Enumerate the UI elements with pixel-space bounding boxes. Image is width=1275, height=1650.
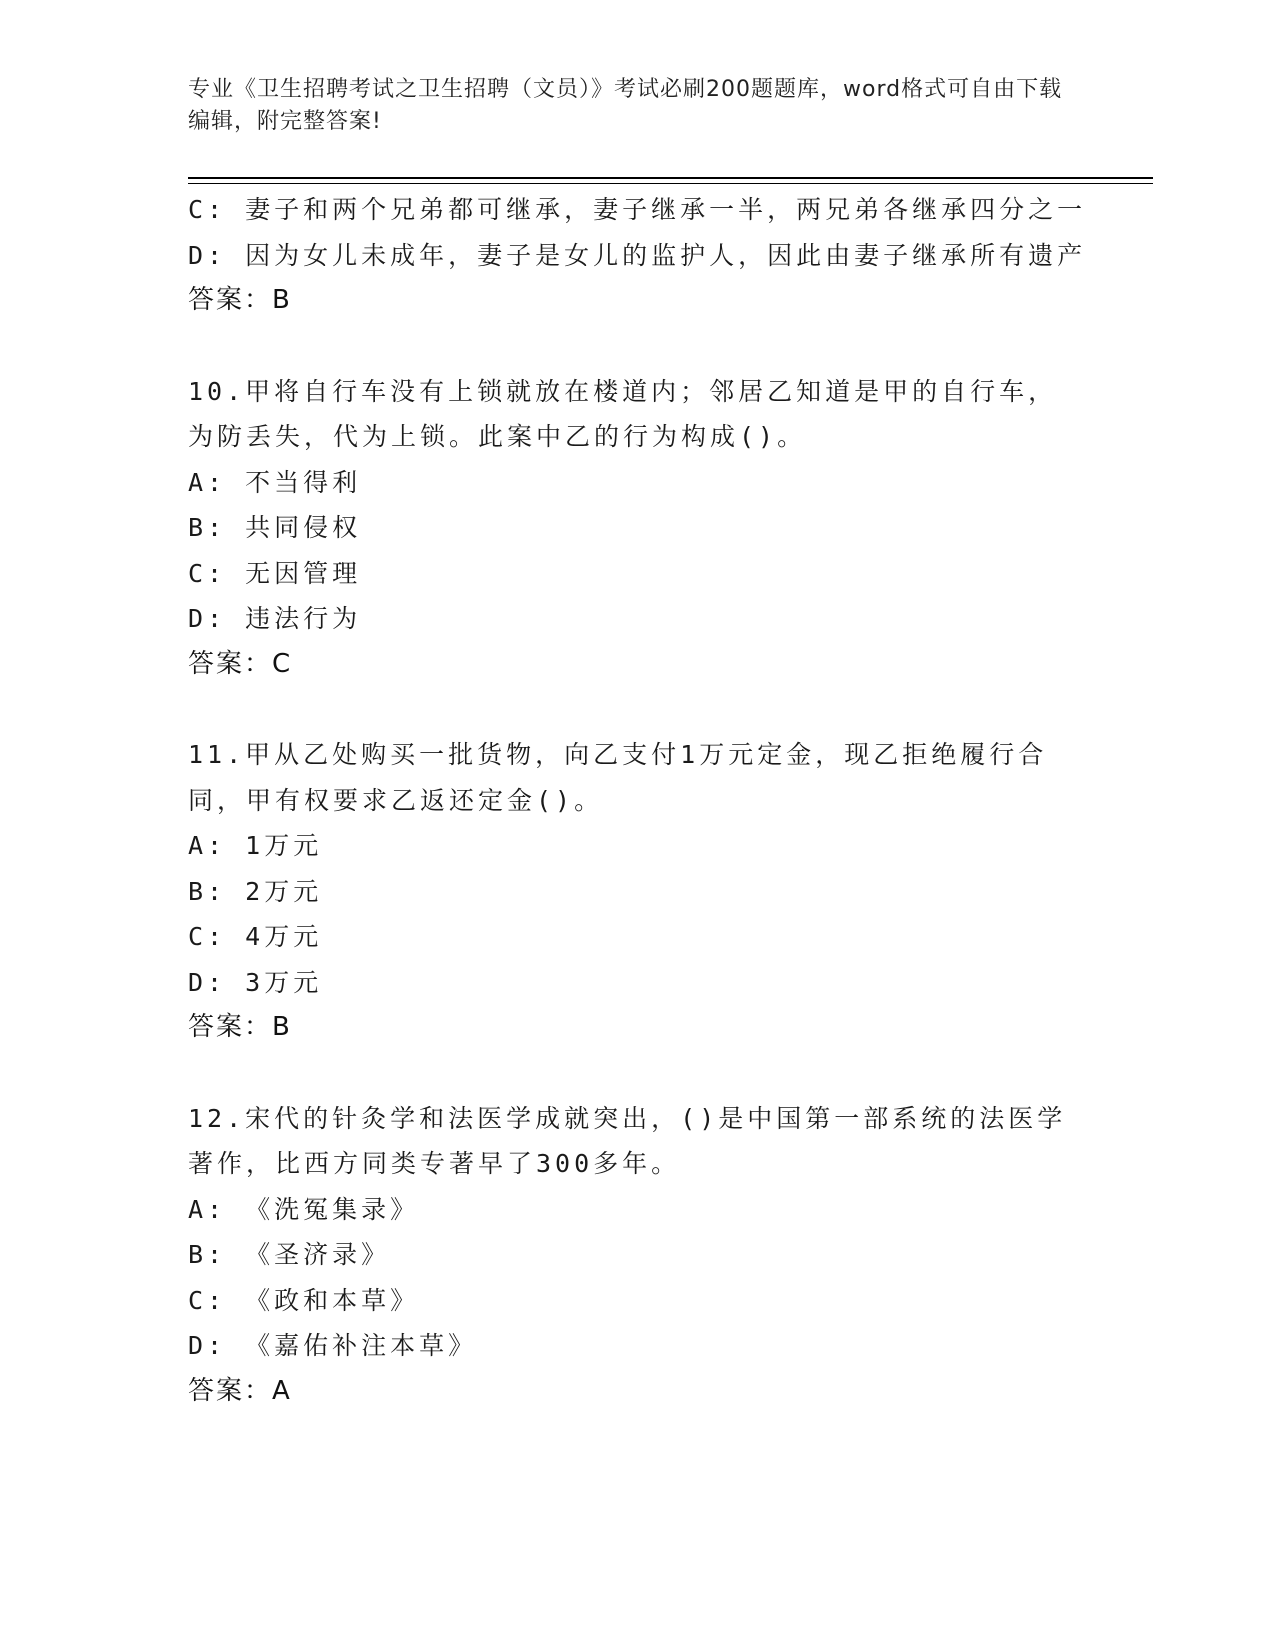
- header-rule-thin: [188, 183, 1153, 184]
- option-text: 2万元: [245, 876, 323, 906]
- option-text: 《洗冤集录》: [245, 1194, 420, 1224]
- option-key: C:: [188, 1285, 227, 1315]
- option-item: [188, 187, 1088, 233]
- option-key: B:: [188, 876, 227, 906]
- option-item: [188, 960, 1088, 1006]
- question-block: [188, 732, 1088, 1051]
- option-key: B:: [188, 513, 227, 542]
- option-key: D:: [188, 240, 227, 270]
- answer-line: 答案：B: [188, 285, 292, 315]
- option-text: 无因管理: [245, 558, 362, 588]
- option-item: [188, 233, 1088, 279]
- question-stem: 11.甲从乙处购买一批货物，向乙支付1万元定金，现乙拒绝履行合同，甲有权要求乙返还定金()。: [188, 740, 1048, 815]
- previous-question: [188, 187, 1088, 324]
- spacer: [188, 324, 1088, 369]
- option-text: 《政和本草》: [245, 1285, 420, 1315]
- option-key: C:: [188, 922, 227, 951]
- option-key: C:: [188, 558, 227, 588]
- option-text: 《圣济录》: [245, 1240, 391, 1269]
- header-rule-thick: [188, 177, 1153, 179]
- option-item: [188, 1278, 1088, 1324]
- option-text: 《嘉佑补注本草》: [245, 1331, 478, 1360]
- option-key: B:: [188, 1240, 227, 1269]
- spacer: [188, 1051, 1088, 1096]
- option-key: D:: [188, 604, 227, 633]
- option-text: 共同侵权: [245, 513, 362, 542]
- option-text: 1万元: [245, 831, 323, 860]
- option-item: [188, 869, 1088, 915]
- option-item: [188, 551, 1088, 597]
- option-item: [188, 596, 1088, 642]
- option-text: 3万元: [245, 967, 323, 997]
- answer-line: 答案：B: [188, 1012, 292, 1042]
- option-text: 违法行为: [245, 604, 362, 633]
- option-item: [188, 460, 1088, 506]
- option-text: 4万元: [245, 922, 323, 951]
- option-text: 不当得利: [245, 467, 362, 497]
- option-item: [188, 1187, 1088, 1233]
- option-key: C:: [188, 195, 227, 224]
- option-key: D:: [188, 1331, 227, 1360]
- question-block: [188, 369, 1088, 688]
- option-item: [188, 1232, 1088, 1278]
- option-text: 妻子和两个兄弟都可继承，妻子继承一半，两兄弟各继承四分之一: [245, 195, 1087, 224]
- option-key: A:: [188, 831, 227, 860]
- option-key: D:: [188, 967, 227, 997]
- option-key: A:: [188, 1194, 227, 1224]
- spacer: [188, 687, 1088, 732]
- option-item: [188, 823, 1088, 869]
- option-item: [188, 1323, 1088, 1369]
- question-stem: 12.宋代的针灸学和法医学成就突出，()是中国第一部系统的法医学著作，比西方同类专著早了300多年。: [188, 1103, 1067, 1178]
- document-header-title: 专业《卫生招聘考试之卫生招聘（文员）》考试必刷200题题库，word格式可自由下载编辑，附完整答案!: [188, 77, 1063, 134]
- option-text: 因为女儿未成年，妻子是女儿的监护人，因此由妻子继承所有遗产: [245, 240, 1087, 270]
- question-block: [188, 1096, 1088, 1415]
- answer-line: 答案：C: [188, 648, 293, 679]
- question-content: [188, 187, 1088, 1414]
- option-item: [188, 914, 1088, 960]
- question-stem: 10.甲将自行车没有上锁就放在楼道内；邻居乙知道是甲的自行车，为防丢失，代为上锁。此案中乙的行为构成()。: [188, 376, 1058, 451]
- option-key: A:: [188, 467, 227, 497]
- answer-line: 答案：A: [188, 1375, 292, 1406]
- option-item: [188, 505, 1088, 551]
